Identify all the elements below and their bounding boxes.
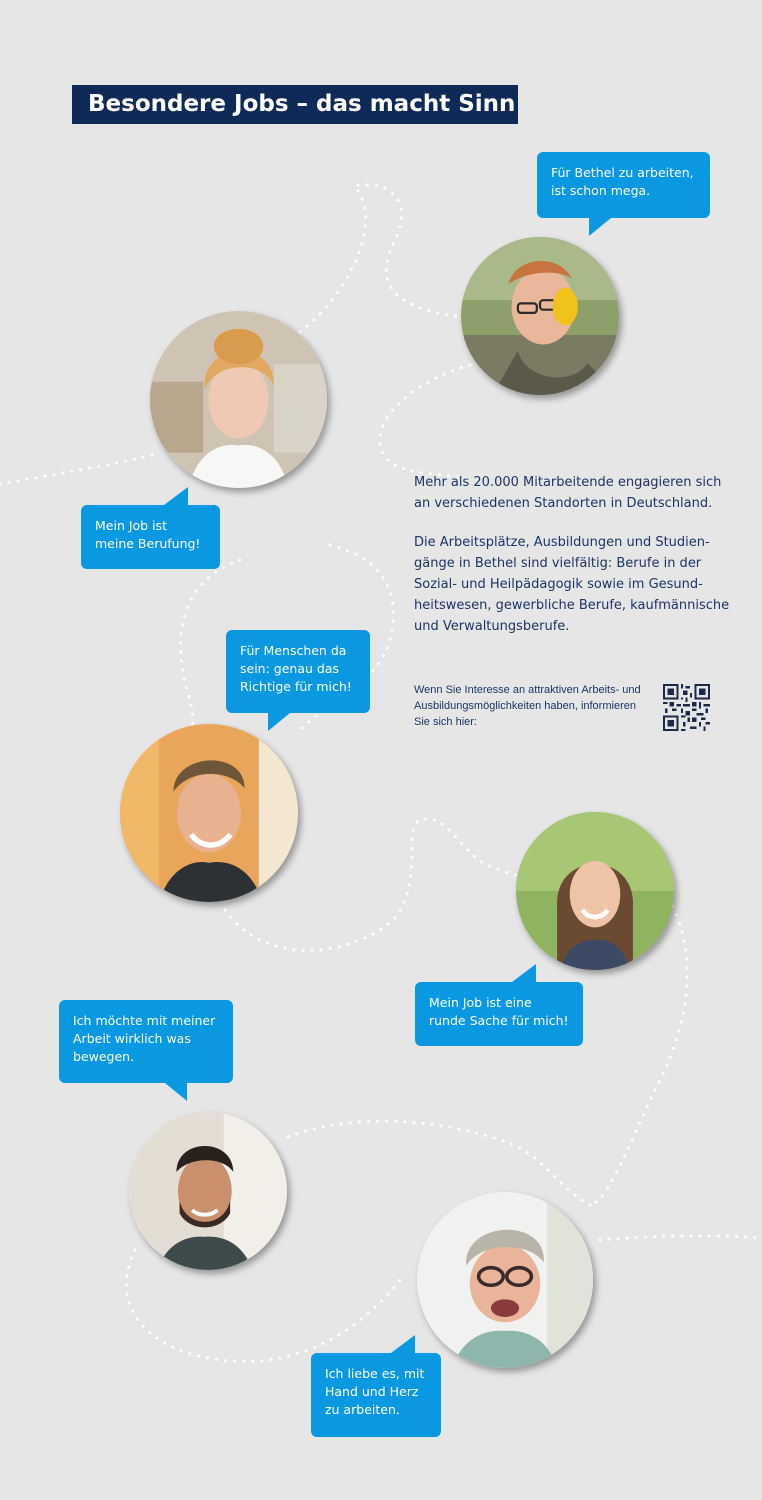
quote-line: Hand und Herz xyxy=(325,1384,419,1399)
info-line: Ausbildungsmöglichkeiten haben, informieren xyxy=(414,700,636,712)
info-line: Wenn Sie Interesse an attraktiven Arbeits- und xyxy=(414,684,641,696)
quote-bubble-menschen xyxy=(226,630,370,713)
info-line: Mehr als 20.000 Mitarbeitende engagieren sich xyxy=(414,475,722,490)
info-line: heitswesen, gewerbliche Berufe, kaufmännische xyxy=(414,598,730,613)
portrait-caregiver-photo xyxy=(120,724,298,902)
info-paragraph-staff xyxy=(414,472,729,514)
quote-line: bewegen. xyxy=(73,1049,135,1064)
quote-line: Mein Job ist eine xyxy=(429,995,532,1010)
portrait-employee-photo xyxy=(516,812,674,970)
portrait-nurse-photo xyxy=(150,311,327,488)
quote-line: Richtige für mich! xyxy=(240,679,352,694)
portrait-craftswoman-photo xyxy=(417,1192,593,1368)
quote-line: Ich liebe es, mit xyxy=(325,1366,425,1381)
quote-line: Mein Job ist xyxy=(95,518,167,533)
bubble-tail xyxy=(268,713,290,731)
quote-line: ist schon mega. xyxy=(551,183,651,198)
quote-line: Für Menschen da xyxy=(240,643,347,658)
quote-bubble-hand-und-herz xyxy=(311,1353,441,1437)
page-title: Besondere Jobs – das macht Sinn xyxy=(72,85,518,124)
bubble-tail xyxy=(391,1335,415,1353)
bubble-tail xyxy=(164,487,188,505)
bubble-tail xyxy=(512,964,536,982)
info-line: gänge in Bethel sind vielfältig: Berufe in der xyxy=(414,556,702,571)
portrait-social-worker-photo xyxy=(129,1112,287,1270)
info-paragraph-jobs xyxy=(414,532,729,637)
quote-bubble-bewegen xyxy=(59,1000,233,1083)
quote-bubble-runde-sache xyxy=(415,982,583,1046)
info-block xyxy=(414,472,729,637)
info-line: Sie sich hier: xyxy=(414,716,477,728)
portrait-worker-photo xyxy=(461,237,619,395)
quote-bubble-bethel xyxy=(537,152,710,218)
info-line: und Verwaltungsberufe. xyxy=(414,619,570,634)
info-line: an verschiedenen Standorten in Deutschland. xyxy=(414,496,713,511)
info-line: Sozial- und Heilpädagogik sowie im Gesund- xyxy=(414,577,703,592)
bubble-tail xyxy=(165,1083,187,1101)
quote-line: runde Sache für mich! xyxy=(429,1013,569,1028)
quote-line: zu arbeiten. xyxy=(325,1402,400,1417)
qr-code-icon[interactable] xyxy=(663,684,710,731)
bubble-tail xyxy=(589,218,611,236)
quote-line: sein: genau das xyxy=(240,661,339,676)
quote-line: meine Berufung! xyxy=(95,536,201,551)
quote-line: Für Bethel zu arbeiten, xyxy=(551,165,694,180)
quote-line: Ich möchte mit meiner xyxy=(73,1013,216,1028)
quote-line: Arbeit wirklich was xyxy=(73,1031,191,1046)
info-line: Die Arbeitsplätze, Ausbildungen und Studien- xyxy=(414,535,710,550)
info-contact xyxy=(414,682,641,730)
quote-bubble-berufung xyxy=(81,505,220,569)
